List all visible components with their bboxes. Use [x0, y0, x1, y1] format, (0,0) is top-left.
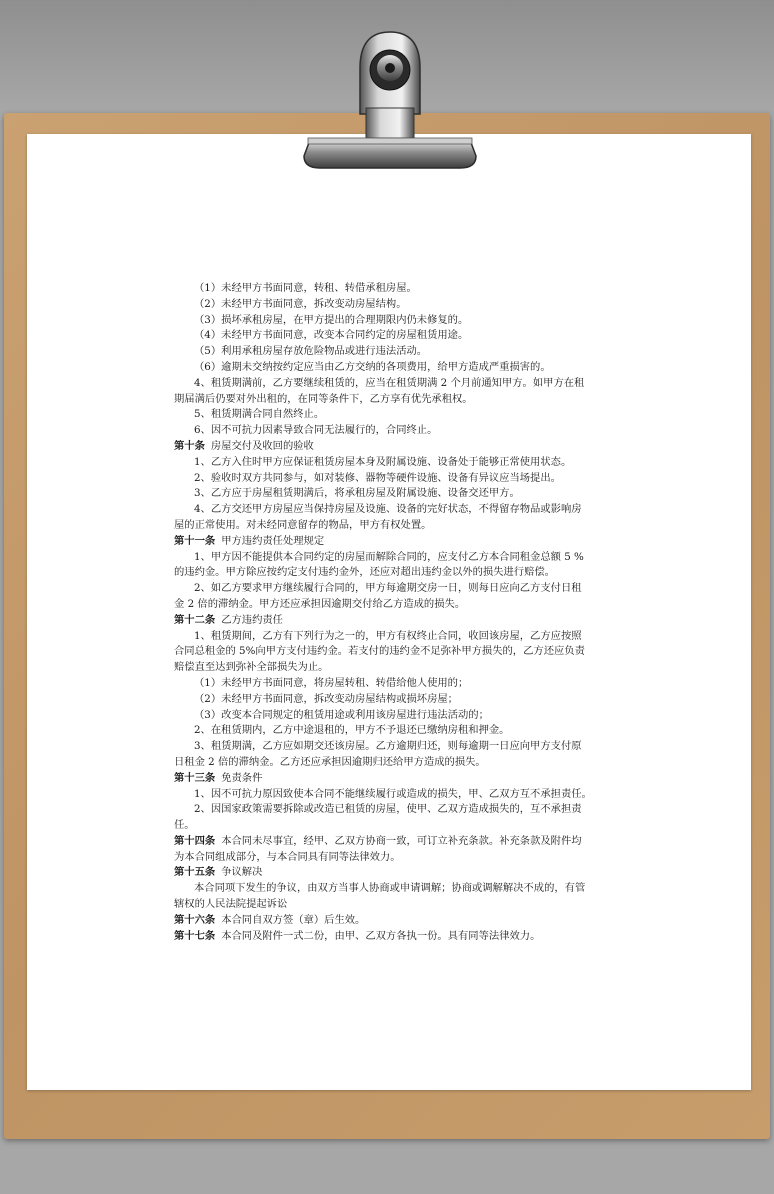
- text-line: 4、乙方交还甲方房屋应当保持房屋及设施、设备的完好状态，不得留存物品或影响房: [194, 503, 582, 516]
- text-line: 2、如乙方要求甲方继续履行合同的，甲方每逾期交房一日，则每日应向乙方支付日租: [194, 582, 582, 595]
- text-line: 1、乙方入住时甲方应保证租赁房屋本身及附属设施、设备处于能够正常使用状态。: [194, 455, 572, 468]
- article-label: 第十七条: [174, 929, 216, 942]
- text-line: （1）未经甲方书面同意，将房屋转租、转借给他人使用的；: [194, 676, 469, 689]
- binder-clip-icon: [300, 28, 480, 178]
- text-line: 本合同项下发生的争议，由双方当事人协商或申请调解；协商或调解解决不成的，有管: [194, 882, 586, 895]
- article-text: 房屋交付及收回的验收: [210, 439, 314, 452]
- article-label: 第十二条: [174, 613, 216, 626]
- text-line: （4）未经甲方书面同意，改变本合同约定的房屋租赁用途。: [194, 329, 469, 342]
- article-label: 第十条: [174, 439, 205, 452]
- article-heading: [174, 439, 594, 455]
- text-line: （5）利用承租房屋存放危险物品或进行违法活动。: [194, 345, 428, 358]
- text-line: （1）未经甲方书面同意，转租、转借承租房屋。: [194, 282, 417, 294]
- text-line: （3）损坏承租房屋，在甲方提出的合理期限内仍未修复的。: [194, 313, 469, 326]
- article-text: 本合同未尽事宜，经甲、乙双方协商一致，可订立补充条款。补充条款及附件均: [221, 834, 582, 847]
- article-heading: [174, 865, 594, 881]
- article-text: 本合同自双方签（章）后生效。: [221, 913, 366, 926]
- text-line: （2）未经甲方书面同意，拆改变动房屋结构。: [194, 297, 407, 310]
- article-label: 第十五条: [174, 866, 216, 879]
- contract-text: [174, 281, 594, 944]
- article-label: 第十六条: [174, 913, 216, 926]
- text-line: 5、租赁期满合同自然终止。: [194, 408, 325, 421]
- article-heading: [174, 834, 594, 850]
- article-heading: [174, 913, 594, 929]
- article-label: 第十一条: [174, 534, 216, 547]
- text-line: （2）未经甲方书面同意，拆改变动房屋结构或损坏房屋；: [194, 692, 458, 705]
- article-text: 争议解决: [221, 866, 263, 879]
- text-line: 6、因不可抗力因素导致合同无法履行的，合同终止。: [194, 424, 438, 437]
- article-heading: [174, 613, 594, 629]
- text-line: 2、在租赁期内，乙方中途退租的，甲方不予退还已缴纳房租和押金。: [194, 724, 510, 737]
- article-text: 本合同及附件一式二份，由甲、乙双方各执一份。具有同等法律效力。: [221, 929, 541, 942]
- text-line: 金 2 倍的滞纳金。甲方还应承担因逾期交付给乙方造成的损失。: [174, 597, 466, 610]
- text-line: 辖权的人民法院提起诉讼: [174, 898, 288, 911]
- text-line: 的违约金。甲方除应按约定支付违约金外，还应对超出违约金以外的损失进行赔偿。: [174, 566, 555, 579]
- text-line: 合同总租金的 5%向甲方支付违约金。若支付的违约金不足弥补甲方损失的，乙方还应负责: [174, 645, 585, 658]
- text-line: 2、因国家政策需要拆除或改造已租赁的房屋，使甲、乙双方造成损失的，互不承担责: [194, 803, 582, 816]
- article-heading: [174, 929, 594, 945]
- text-line: （6）逾期未交纳按约定应当由乙方交纳的各项费用，给甲方造成严重损害的。: [194, 360, 551, 373]
- text-line: 1、租赁期间，乙方有下列行为之一的，甲方有权终止合同，收回该房屋，乙方应按照: [194, 629, 582, 642]
- text-line: （3）改变本合同规定的租赁用途或利用该房屋进行违法活动的；: [194, 708, 489, 721]
- text-line: 为本合同组成部分，与本合同具有同等法律效力。: [174, 850, 401, 863]
- text-line: 3、乙方应于房屋租赁期满后，将承租房屋及附属设施、设备交还甲方。: [194, 487, 520, 500]
- text-line: 日租金 2 倍的滞纳金。乙方还应承担因逾期归还给甲方造成的损失。: [174, 755, 486, 768]
- article-text: 免责条件: [221, 771, 263, 784]
- article-text: 乙方违约责任: [221, 613, 283, 626]
- article-label: 第十四条: [174, 834, 216, 847]
- text-line: 4、租赁期满前，乙方要继续租赁的，应当在租赁期满 2 个月前通知甲方。如甲方在租: [194, 376, 585, 389]
- article-heading: [174, 534, 594, 550]
- text-line: 2、验收时双方共同参与，如对装修、器物等硬件设施、设备有异议应当场提出。: [194, 471, 561, 484]
- text-line: 3、租赁期满，乙方应如期交还该房屋。乙方逾期归还，则每逾期一日应向甲方支付原: [194, 740, 582, 753]
- text-line: 屋的正常使用。对未经同意留存的物品，甲方有权处置。: [174, 518, 432, 531]
- text-line: 期届满后仍要对外出租的，在同等条件下，乙方享有优先承租权。: [174, 392, 473, 405]
- text-line: 1、甲方因不能提供本合同约定的房屋而解除合同的，应支付乙方本合同租金总额 5 %: [194, 550, 584, 563]
- text-line: 赔偿直至达到弥补全部损失为止。: [174, 661, 329, 674]
- text-line: 任。: [174, 819, 195, 832]
- text-line: 1、因不可抗力原因致使本合同不能继续履行或造成的损失，甲、乙双方互不承担责任。: [194, 787, 592, 800]
- article-text: 甲方违约责任处理规定: [221, 534, 325, 547]
- article-heading: [174, 771, 594, 787]
- article-label: 第十三条: [174, 771, 216, 784]
